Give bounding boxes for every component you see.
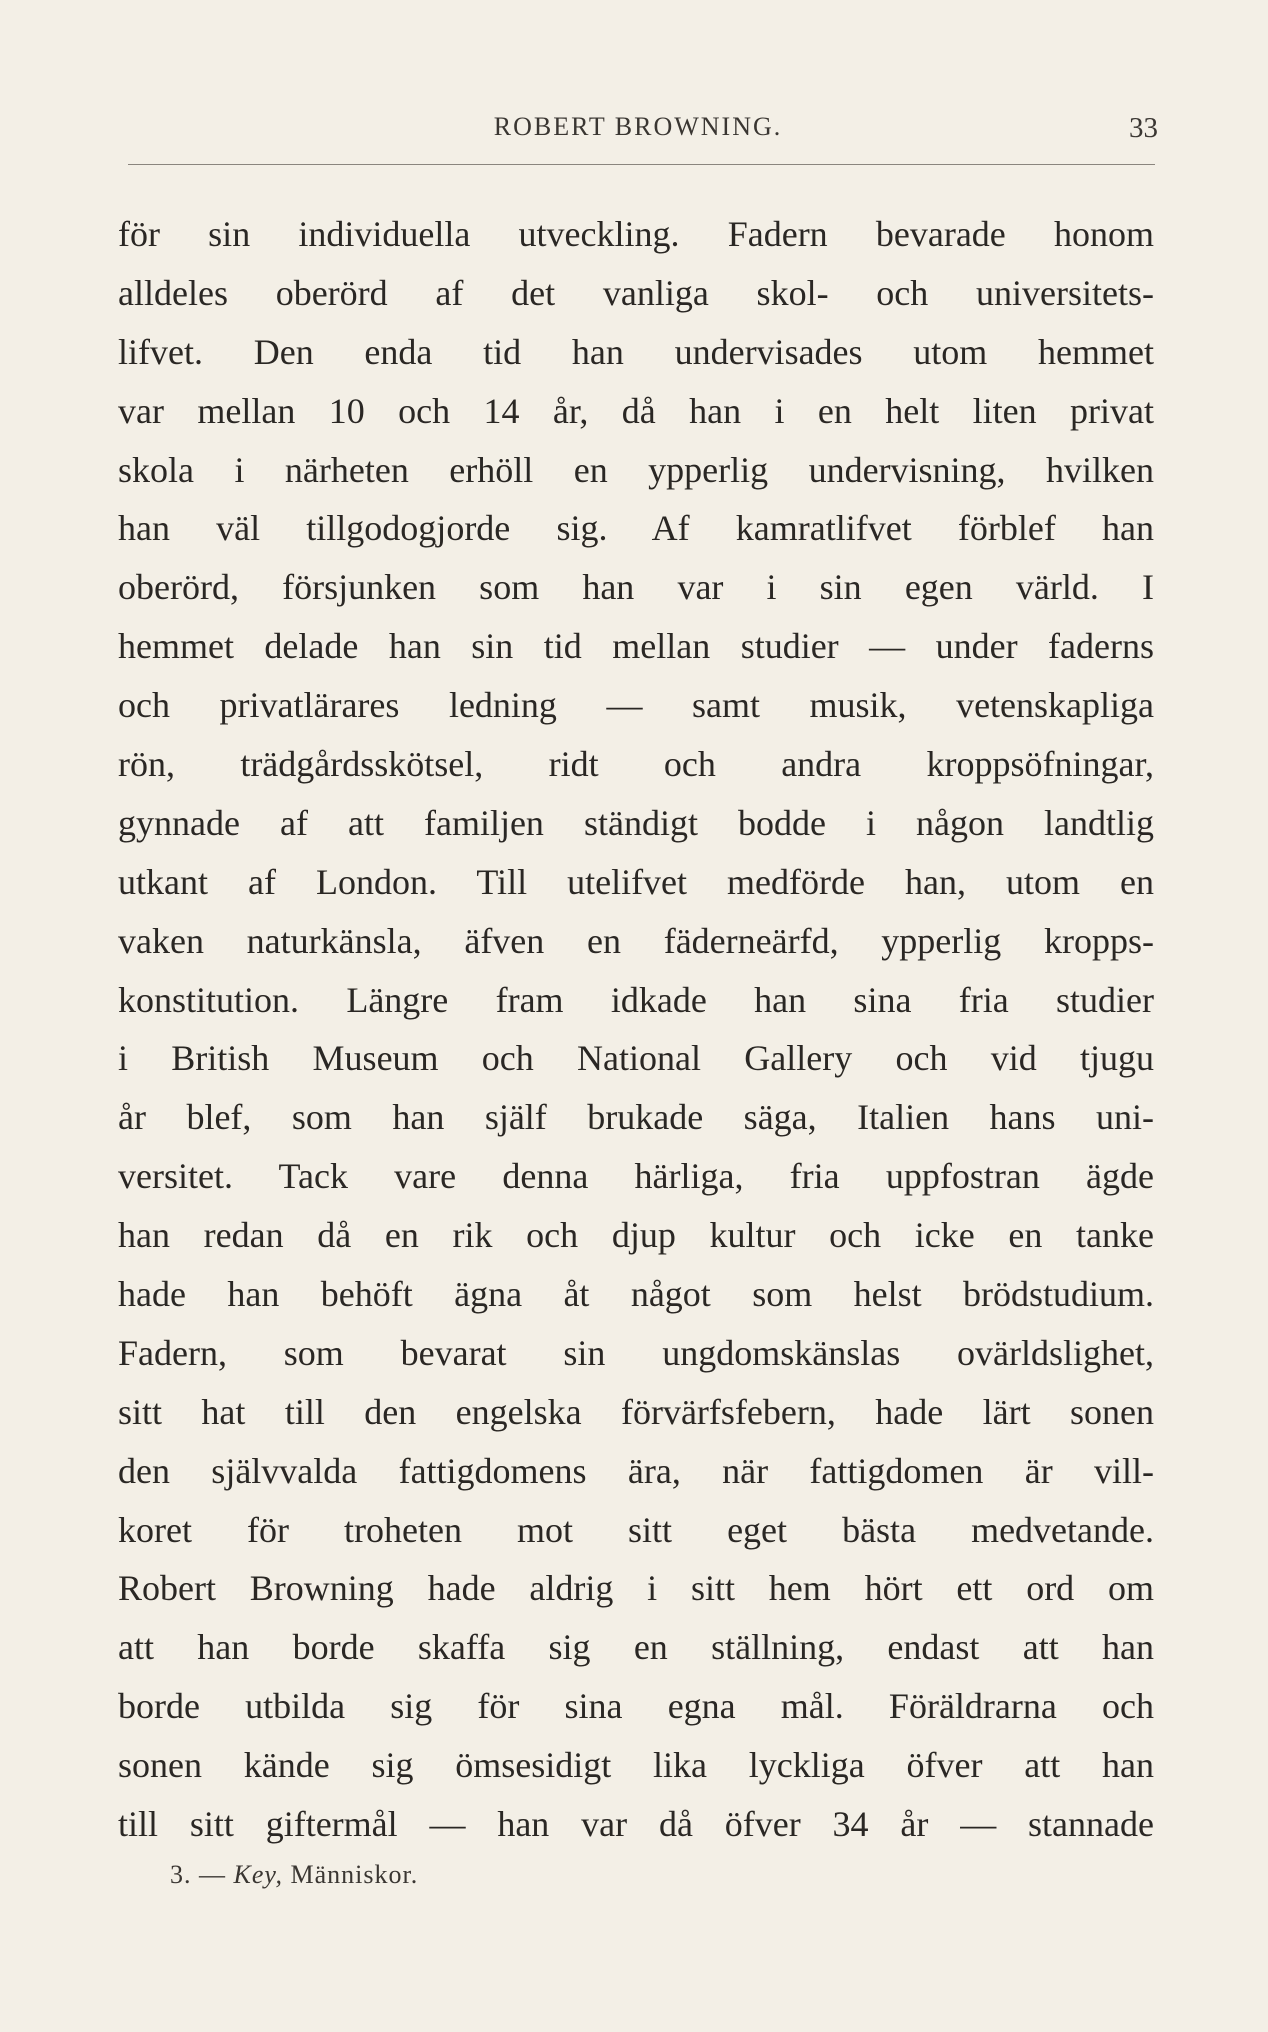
text-line: hemmet delade han sin tid mellan studier — under faderns — [118, 626, 1154, 667]
text-line: skola i närheten erhöll en ypperlig undervisning, hvilken — [118, 449, 1154, 490]
text-line: sonen kände sig ömsesidigt lika lyckliga öfver att han — [118, 1745, 1154, 1786]
text-line: Fadern, som bevarat sin ungdomskänslas ovärldslighet, — [118, 1332, 1154, 1373]
text-line: att han borde skaffa sig en ställning, endast att han — [118, 1627, 1154, 1668]
text-line: var mellan 10 och 14 år, då han i en helt liten privat — [118, 390, 1154, 431]
page-number: 33 — [1129, 112, 1158, 144]
running-head — [118, 112, 1158, 152]
text-line: utkant af London. Till utelifvet medförde han, utom en — [118, 861, 1154, 902]
text-line: och privatlärares ledning — samt musik, vetenskapliga — [118, 685, 1154, 726]
text-line: rön, trädgårdsskötsel, ridt och andra kroppsöfningar, — [118, 744, 1154, 785]
text-line: konstitution. Längre fram idkade han sina fria studier — [118, 979, 1154, 1020]
text-line: han väl tillgodogjorde sig. Af kamratlifvet förblef han — [118, 508, 1154, 549]
text-line: oberörd, försjunken som han var i sin egen värld. I — [118, 567, 1154, 608]
text-line: versitet. Tack vare denna härliga, fria uppfostran ägde — [118, 1156, 1154, 1197]
text-line: vaken naturkänsla, äfven en fäderneärfd, ypperlig kropps- — [118, 920, 1154, 961]
text-line: i British Museum och National Gallery och vid tjugu — [118, 1038, 1154, 1079]
signature-author: Key, — [233, 1860, 283, 1889]
text-line: gynnade af att familjen ständigt bodde i någon landtlig — [118, 802, 1154, 843]
text-line: för sin individuella utveckling. Fadern bevarade honom — [118, 214, 1154, 254]
text-line: han redan då en rik och djup kultur och icke en tanke — [118, 1215, 1154, 1256]
text-line: år blef, som han själf brukade säga, Italien hans uni- — [118, 1097, 1154, 1138]
running-title: ROBERT BROWNING. — [493, 112, 783, 141]
text-line: till sitt giftermål — han var då öfver 34 år — stannade — [118, 1804, 1154, 1845]
text-line: den självvalda fattigdomens ära, när fattigdomen är vill- — [118, 1450, 1154, 1491]
text-line: hade han behöft ägna åt något som helst brödstudium. — [118, 1274, 1154, 1315]
text-line: Robert Browning hade aldrig i sitt hem hört ett ord om — [118, 1568, 1154, 1609]
signature-dash: — — [199, 1860, 226, 1889]
signature-title: Människor. — [290, 1860, 419, 1889]
signature-mark — [170, 1860, 418, 1890]
text-line: koret för troheten mot sitt eget bästa medvetande. — [118, 1509, 1154, 1550]
text-line: sitt hat till den engelska förvärfsfebern, hade lärt sonen — [118, 1391, 1154, 1432]
body-text — [118, 205, 1154, 1854]
header-rule — [128, 164, 1155, 165]
text-line: lifvet. Den enda tid han undervisades utom hemmet — [118, 331, 1154, 372]
signature-number: 3. — [170, 1860, 192, 1889]
text-line: borde utbilda sig för sina egna mål. Föräldrarna och — [118, 1686, 1154, 1727]
text-line: alldeles oberörd af det vanliga skol- och universitets- — [118, 272, 1154, 313]
